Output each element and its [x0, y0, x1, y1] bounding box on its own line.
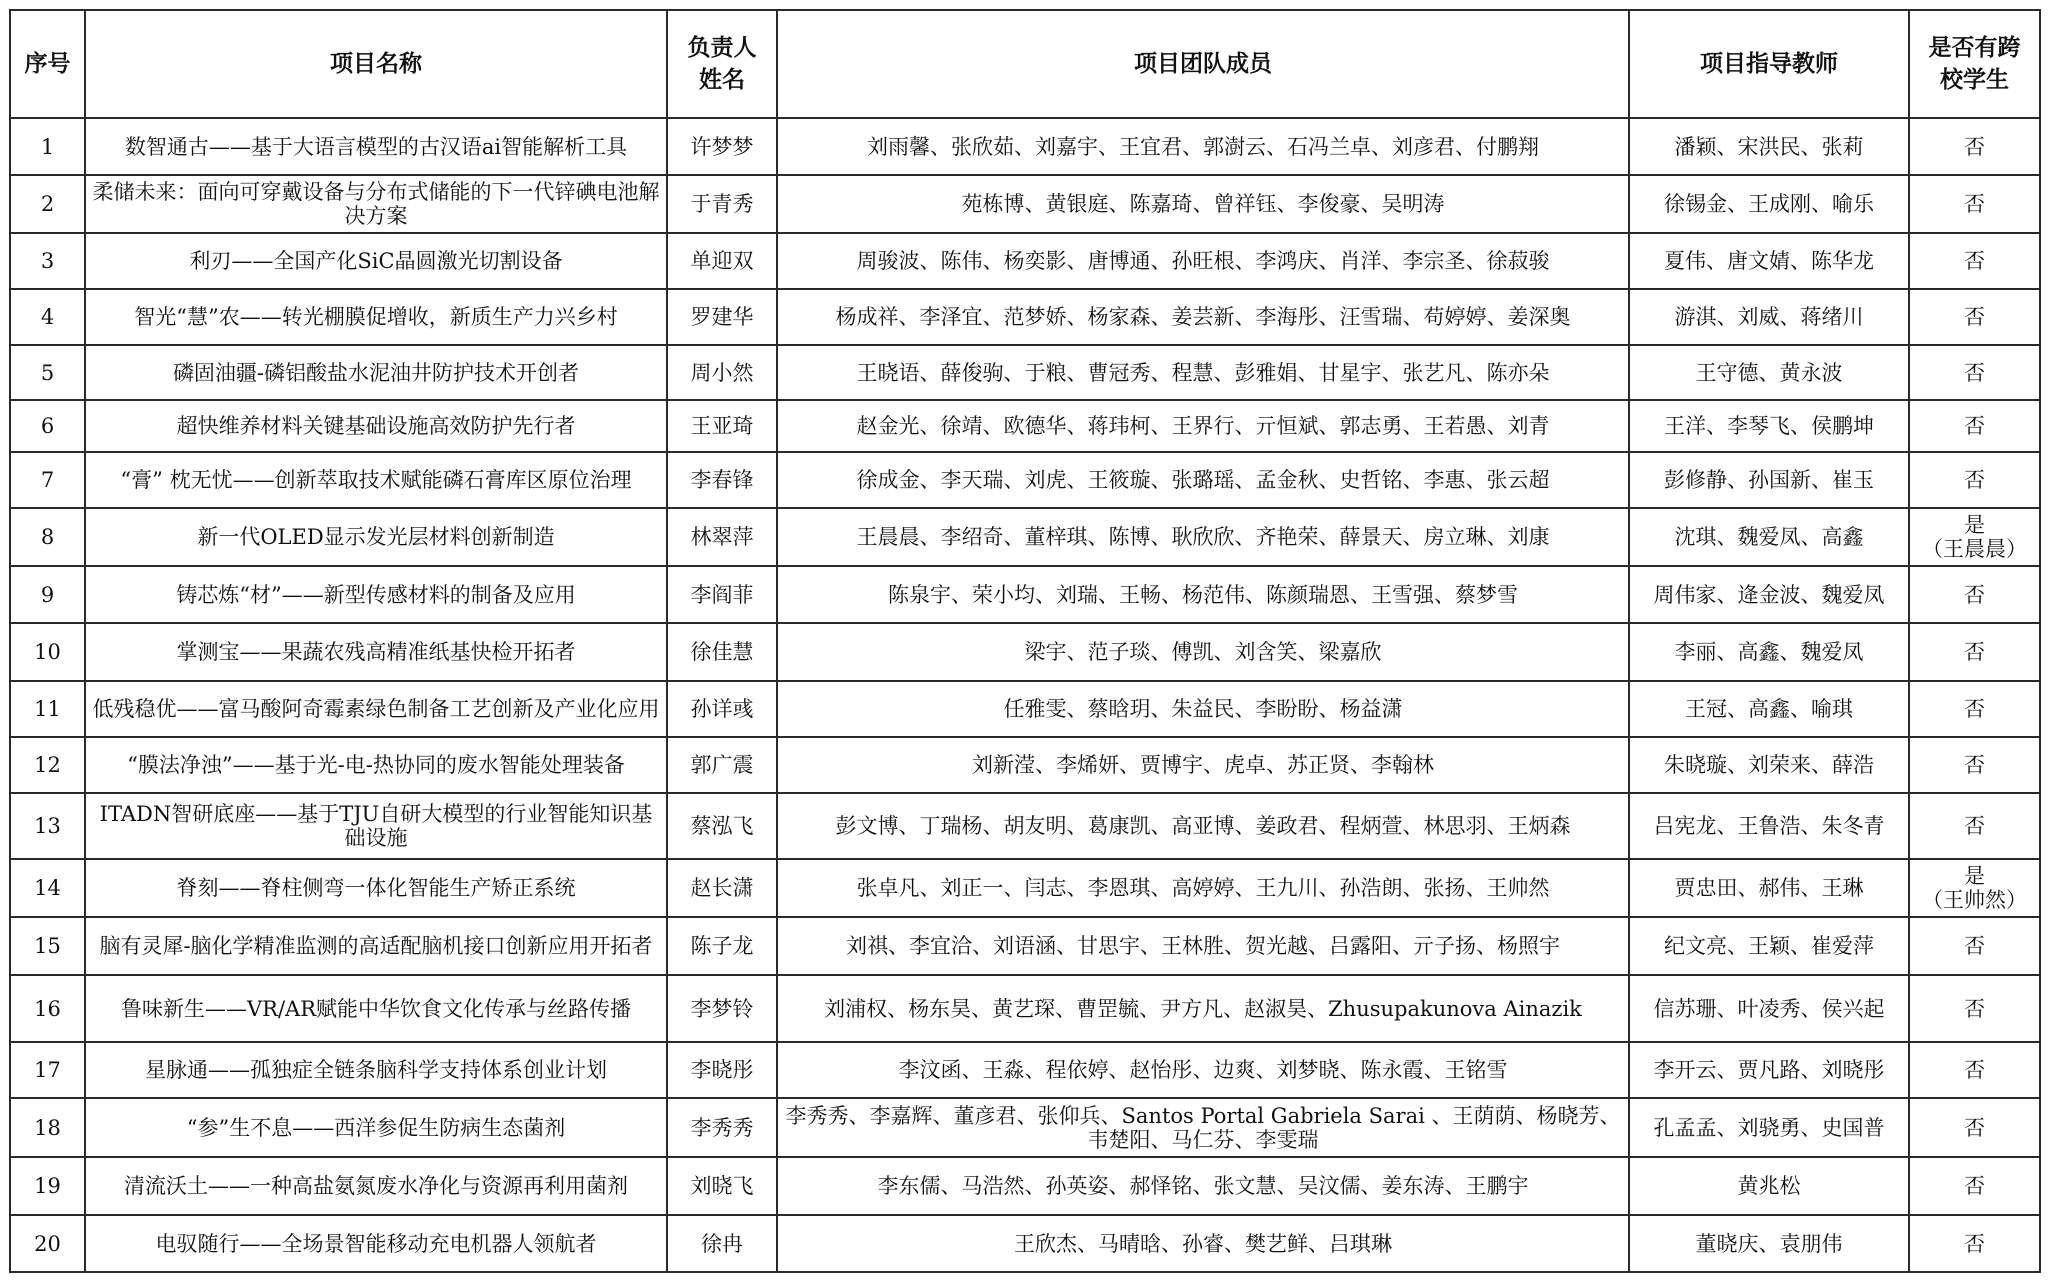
project-name-cell: 超快维养材料关键基础设施高效防护先行者: [85, 400, 667, 452]
table-row: [10, 118, 2040, 175]
cross-school-cell: 是 （王晨晨）: [1909, 508, 2040, 566]
cross-school-cell: 否: [1909, 975, 2040, 1042]
cross-school-cell: 否: [1909, 1157, 2040, 1215]
leader-cell: 刘晓飞: [667, 1157, 777, 1215]
cross-school-cell: 否: [1909, 737, 2040, 793]
cross-school-cell: 否: [1909, 793, 2040, 859]
row-index: 13: [10, 793, 85, 859]
leader-cell: 陈子龙: [667, 917, 777, 975]
members-cell: 刘雨馨、张欣茹、刘嘉宇、王宜君、郭澍云、石冯兰卓、刘彦君、付鹏翔: [777, 118, 1629, 175]
leader-cell: 李阎菲: [667, 566, 777, 623]
members-cell: 任雅雯、蔡晗玥、朱益民、李盼盼、杨益潇: [777, 681, 1629, 737]
leader-cell: 于青秀: [667, 175, 777, 233]
members-cell: 王欣杰、马晴晗、孙睿、樊艺鲜、吕琪琳: [777, 1215, 1629, 1272]
advisors-cell: 董晓庆、袁朋伟: [1629, 1215, 1909, 1272]
row-index: 7: [10, 452, 85, 508]
row-index: 9: [10, 566, 85, 623]
members-cell: 王晨晨、李绍奇、董梓琪、陈博、耿欣欣、齐艳荣、薛景天、房立琳、刘康: [777, 508, 1629, 566]
row-index: 12: [10, 737, 85, 793]
project-name-cell: 脑有灵犀-脑化学精准监测的高适配脑机接口创新应用开拓者: [85, 917, 667, 975]
members-cell: 杨成祥、李泽宜、范梦娇、杨家森、姜芸新、李海彤、汪雪瑞、苟婷婷、姜深奥: [777, 289, 1629, 345]
table-row: [10, 917, 2040, 975]
cross-school-cell: 否: [1909, 452, 2040, 508]
row-index: 8: [10, 508, 85, 566]
leader-cell: 李春锋: [667, 452, 777, 508]
cross-school-cell: 否: [1909, 233, 2040, 289]
advisors-cell: 吕宪龙、王鲁浩、朱冬青: [1629, 793, 1909, 859]
leader-cell: 徐冉: [667, 1215, 777, 1272]
project-name-cell: “参”生不息——西洋参促生防病生态菌剂: [85, 1098, 667, 1157]
members-cell: 陈泉宇、荣小均、刘瑞、王畅、杨范伟、陈颜瑞恩、王雪强、蔡梦雪: [777, 566, 1629, 623]
leader-cell: 徐佳慧: [667, 623, 777, 681]
cross-school-cell: 否: [1909, 175, 2040, 233]
project-name-cell: 柔储未来：面向可穿戴设备与分布式储能的下一代锌碘电池解决方案: [85, 175, 667, 233]
advisors-cell: 贾忠田、郝伟、王琳: [1629, 859, 1909, 917]
row-index: 19: [10, 1157, 85, 1215]
cross-school-cell: 是 （王帅然）: [1909, 859, 2040, 917]
leader-cell: 李梦铃: [667, 975, 777, 1042]
cross-school-cell: 否: [1909, 566, 2040, 623]
members-cell: 刘祺、李宜洽、刘语涵、甘思宇、王林胜、贺光越、吕露阳、亓子扬、杨照宇: [777, 917, 1629, 975]
project-name-cell: “膏” 枕无忧——创新萃取技术赋能磷石膏库区原位治理: [85, 452, 667, 508]
members-cell: 苑栋博、黄银庭、陈嘉琦、曾祥钰、李俊豪、吴明涛: [777, 175, 1629, 233]
leader-cell: 蔡泓飞: [667, 793, 777, 859]
members-cell: 徐成金、李天瑞、刘虎、王筱璇、张璐瑶、孟金秋、史哲铭、李惠、张云超: [777, 452, 1629, 508]
members-cell: 王晓语、薛俊驹、于粮、曹冠秀、程慧、彭雅娟、甘星宇、张艺凡、陈亦朵: [777, 345, 1629, 400]
row-index: 1: [10, 118, 85, 175]
project-name-cell: 利刃——全国产化SiC晶圆激光切割设备: [85, 233, 667, 289]
header-index: 序号: [10, 10, 85, 118]
advisors-cell: 夏伟、唐文婧、陈华龙: [1629, 233, 1909, 289]
leader-cell: 李秀秀: [667, 1098, 777, 1157]
row-index: 4: [10, 289, 85, 345]
members-cell: 李秀秀、李嘉辉、董彦君、张仰兵、Santos Portal Gabriela Sarai 、王荫荫、杨晓芳、韦楚阳、马仁芬、李雯瑞: [777, 1098, 1629, 1157]
project-name-cell: 磷固油疆-磷铝酸盐水泥油井防护技术开创者: [85, 345, 667, 400]
advisors-cell: 王冠、高鑫、喻琪: [1629, 681, 1909, 737]
cross-school-cell: 否: [1909, 917, 2040, 975]
advisors-cell: 孔孟孟、刘骁勇、史国普: [1629, 1098, 1909, 1157]
members-cell: 李汶函、王淼、程依婷、赵怡彤、边爽、刘梦晓、陈永霞、王铭雪: [777, 1042, 1629, 1098]
leader-cell: 李晓彤: [667, 1042, 777, 1098]
table-row: [10, 975, 2040, 1042]
members-cell: 赵金光、徐靖、欧德华、蒋玮柯、王界行、亓恒斌、郭志勇、王若愚、刘青: [777, 400, 1629, 452]
table-row: [10, 681, 2040, 737]
header-row: [10, 10, 2040, 118]
members-cell: 刘浦权、杨东昊、黄艺琛、曹罡毓、尹方凡、赵淑昊、Zhusupakunova Ainazik: [777, 975, 1629, 1042]
table-row: [10, 400, 2040, 452]
header-leader: 负责人姓名: [667, 10, 777, 118]
row-index: 14: [10, 859, 85, 917]
row-index: 20: [10, 1215, 85, 1272]
project-name-cell: 鲁味新生——VR/AR赋能中华饮食文化传承与丝路传播: [85, 975, 667, 1042]
project-name-cell: 星脉通——孤独症全链条脑科学支持体系创业计划: [85, 1042, 667, 1098]
table-row: [10, 1098, 2040, 1157]
advisors-cell: 纪文亮、王颖、崔爱萍: [1629, 917, 1909, 975]
row-index: 11: [10, 681, 85, 737]
cross-school-cell: 否: [1909, 1042, 2040, 1098]
project-name-cell: 电驭随行——全场景智能移动充电机器人领航者: [85, 1215, 667, 1272]
advisors-cell: 周伟家、逄金波、魏爱凤: [1629, 566, 1909, 623]
table-row: [10, 1215, 2040, 1272]
advisors-cell: 黄兆松: [1629, 1157, 1909, 1215]
table-row: [10, 508, 2040, 566]
table-row: [10, 859, 2040, 917]
table-row: [10, 737, 2040, 793]
table-row: [10, 452, 2040, 508]
table-row: [10, 345, 2040, 400]
row-index: 5: [10, 345, 85, 400]
members-cell: 张卓凡、刘正一、闫志、李恩琪、高婷婷、王九川、孙浩朗、张扬、王帅然: [777, 859, 1629, 917]
header-project-name: 项目名称: [85, 10, 667, 118]
cross-school-cell: 否: [1909, 1098, 2040, 1157]
cross-school-cell: 否: [1909, 1215, 2040, 1272]
project-name-cell: 掌测宝——果蔬农残高精准纸基快检开拓者: [85, 623, 667, 681]
advisors-cell: 王洋、李琴飞、侯鹏坤: [1629, 400, 1909, 452]
advisors-cell: 游淇、刘威、蒋绪川: [1629, 289, 1909, 345]
leader-cell: 王亚琦: [667, 400, 777, 452]
members-cell: 刘新滢、李烯妍、贾博宇、虎卓、苏正贤、李翰林: [777, 737, 1629, 793]
table-row: [10, 233, 2040, 289]
header-advisors: 项目指导教师: [1629, 10, 1909, 118]
project-name-cell: 智光“慧”农——转光棚膜促增收，新质生产力兴乡村: [85, 289, 667, 345]
advisors-cell: 朱晓璇、刘荣来、薛浩: [1629, 737, 1909, 793]
row-index: 10: [10, 623, 85, 681]
leader-cell: 单迎双: [667, 233, 777, 289]
table-row: [10, 1157, 2040, 1215]
project-table: [9, 9, 2041, 1273]
row-index: 15: [10, 917, 85, 975]
advisors-cell: 潘颖、宋洪民、张莉: [1629, 118, 1909, 175]
table-row: [10, 566, 2040, 623]
cross-school-cell: 否: [1909, 345, 2040, 400]
project-name-cell: 新一代OLED显示发光层材料创新制造: [85, 508, 667, 566]
leader-cell: 罗建华: [667, 289, 777, 345]
leader-cell: 赵长潇: [667, 859, 777, 917]
members-cell: 梁宇、范子琰、傅凯、刘含笑、梁嘉欣: [777, 623, 1629, 681]
row-index: 6: [10, 400, 85, 452]
advisors-cell: 李丽、高鑫、魏爱凤: [1629, 623, 1909, 681]
advisors-cell: 信苏珊、叶凌秀、侯兴起: [1629, 975, 1909, 1042]
advisors-cell: 王守德、黄永波: [1629, 345, 1909, 400]
row-index: 17: [10, 1042, 85, 1098]
row-index: 2: [10, 175, 85, 233]
cross-school-cell: 否: [1909, 623, 2040, 681]
members-cell: 周骏波、陈伟、杨奕影、唐博通、孙旺根、李鸿庆、肖洋、李宗圣、徐菽骏: [777, 233, 1629, 289]
project-name-cell: 数智通古——基于大语言模型的古汉语ai智能解析工具: [85, 118, 667, 175]
advisors-cell: 李开云、贾凡路、刘晓彤: [1629, 1042, 1909, 1098]
project-name-cell: 清流沃土——一种高盐氨氮废水净化与资源再利用菌剂: [85, 1157, 667, 1215]
advisors-cell: 徐锡金、王成刚、喻乐: [1629, 175, 1909, 233]
table-row: [10, 175, 2040, 233]
project-name-cell: “膜法净浊”——基于光-电-热协同的废水智能处理装备: [85, 737, 667, 793]
advisors-cell: 彭修静、孙国新、崔玉: [1629, 452, 1909, 508]
leader-cell: 郭广震: [667, 737, 777, 793]
members-cell: 彭文博、丁瑞杨、胡友明、葛康凯、高亚博、姜政君、程炳萱、林思羽、王炳森: [777, 793, 1629, 859]
table-row: [10, 623, 2040, 681]
header-members: 项目团队成员: [777, 10, 1629, 118]
leader-cell: 林翠萍: [667, 508, 777, 566]
project-name-cell: ITADN智研底座——基于TJU自研大模型的行业智能知识基础设施: [85, 793, 667, 859]
leader-cell: 孙详彧: [667, 681, 777, 737]
table-row: [10, 289, 2040, 345]
project-name-cell: 脊刻——脊柱侧弯一体化智能生产矫正系统: [85, 859, 667, 917]
cross-school-cell: 否: [1909, 681, 2040, 737]
table-row: [10, 793, 2040, 859]
project-name-cell: 低残稳优——富马酸阿奇霉素绿色制备工艺创新及产业化应用: [85, 681, 667, 737]
row-index: 3: [10, 233, 85, 289]
cross-school-cell: 否: [1909, 400, 2040, 452]
leader-cell: 许梦梦: [667, 118, 777, 175]
table-row: [10, 1042, 2040, 1098]
row-index: 18: [10, 1098, 85, 1157]
leader-cell: 周小然: [667, 345, 777, 400]
project-name-cell: 铸芯炼“材”——新型传感材料的制备及应用: [85, 566, 667, 623]
members-cell: 李东儒、马浩然、孙英姿、郝怿铭、张文慧、吴汶儒、姜东涛、王鹏宇: [777, 1157, 1629, 1215]
advisors-cell: 沈琪、魏爱凤、高鑫: [1629, 508, 1909, 566]
row-index: 16: [10, 975, 85, 1042]
cross-school-cell: 否: [1909, 289, 2040, 345]
cross-school-cell: 否: [1909, 118, 2040, 175]
header-cross-school: 是否有跨校学生: [1909, 10, 2040, 118]
